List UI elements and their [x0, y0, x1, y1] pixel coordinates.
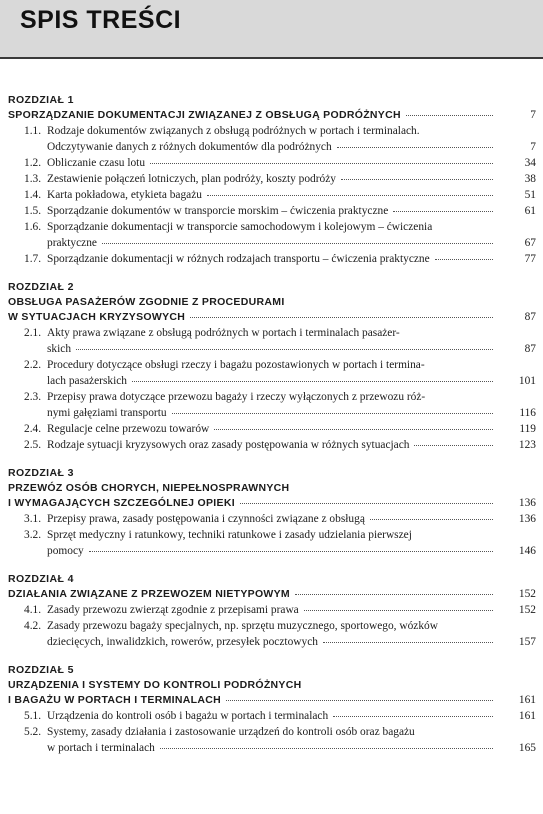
- entry-line: [47, 634, 496, 650]
- entry-line: [47, 203, 496, 219]
- page-number: 123: [518, 439, 536, 451]
- chapter-title-line: [8, 310, 496, 325]
- page-number: 119: [519, 423, 536, 435]
- dot-leader: [370, 519, 493, 520]
- entry-text: skich: [47, 343, 72, 355]
- toc-entry[interactable]: [8, 251, 536, 267]
- entry-text: Przepisy prawa, zasady postępowania i czynności związane z obsługą: [47, 513, 365, 525]
- page-number: 7: [530, 141, 536, 153]
- title-bar: [0, 0, 543, 59]
- chapter-title[interactable]: [8, 295, 536, 325]
- entry-number: 2.5.: [24, 439, 42, 451]
- entry-text: lach pasażerskich: [47, 375, 128, 387]
- entry-number: 1.6.: [24, 221, 42, 233]
- page-number: 77: [524, 253, 536, 265]
- entry-line: [47, 139, 496, 155]
- page-number: 161: [518, 694, 536, 706]
- dot-leader: [240, 503, 493, 504]
- page-number: 61: [524, 205, 536, 217]
- entry-number: 2.2.: [24, 359, 42, 371]
- chapter-title-text: SPORZĄDZANIE DOKUMENTACJI ZWIĄZANEJ Z OBSŁUGĄ PODRÓŻNYCH: [8, 109, 401, 121]
- entry-number: 1.4.: [24, 189, 42, 201]
- toc-entry[interactable]: [8, 357, 536, 389]
- entry-line: [47, 740, 496, 756]
- dot-leader: [214, 429, 493, 430]
- dot-leader: [89, 551, 493, 552]
- dot-leader: [160, 748, 493, 749]
- entry-text: dziecięcych, inwalidzkich, rowerów, przesyłek pocztowych: [47, 636, 318, 648]
- toc-entry[interactable]: [8, 123, 536, 155]
- entry-text: Zasady przewozu bagaży specjalnych, np. sprzętu muzycznego, sportowego, wózków: [47, 620, 438, 632]
- page-number: 152: [518, 588, 536, 600]
- toc-entry[interactable]: [8, 511, 536, 527]
- toc-entry[interactable]: [8, 708, 536, 724]
- toc-entry[interactable]: [8, 724, 536, 756]
- entry-number: 1.7.: [24, 253, 42, 265]
- entry-text: Systemy, zasady działania i zastosowanie urządzeń do kontroli osób oraz bagażu: [47, 726, 415, 738]
- chapter-section: [8, 573, 536, 650]
- dot-leader: [172, 413, 493, 414]
- toc-entry[interactable]: [8, 437, 536, 453]
- page-number: 87: [524, 343, 536, 355]
- entry-text: Sporządzanie dokumentów w transporcie morskim – ćwiczenia praktyczne: [47, 205, 389, 217]
- chapter-title-line: [8, 693, 496, 708]
- entry-number: 3.1.: [24, 513, 42, 525]
- entry-number: 1.1.: [24, 125, 42, 137]
- entry-text: Procedury dotyczące obsługi rzeczy i bagażu pozostawionych w portach i termina-: [47, 359, 425, 371]
- dot-leader: [207, 195, 493, 196]
- entry-line: [47, 421, 496, 437]
- dot-leader: [76, 349, 493, 350]
- entry-text: Rodzaje dokumentów związanych z obsługą podróżnych w portach i terminalach.: [47, 125, 420, 137]
- toc-entry[interactable]: [8, 602, 536, 618]
- chapter-title-line: [8, 108, 496, 123]
- entry-text: praktyczne: [47, 237, 97, 249]
- page-number: 67: [524, 237, 536, 249]
- entry-number: 1.3.: [24, 173, 42, 185]
- toc-entry[interactable]: [8, 171, 536, 187]
- chapter-label: ROZDZIAŁ 3: [8, 467, 74, 479]
- entry-text: Rodzaje sytuacji kryzysowych oraz zasady postępowania w różnych sytuacjach: [47, 439, 410, 451]
- entry-line: [47, 235, 496, 251]
- entry-text: Urządzenia do kontroli osób i bagażu w portach i terminalach: [47, 710, 329, 722]
- entry-line: [47, 171, 496, 187]
- entry-number: 4.1.: [24, 604, 42, 616]
- entry-number: 1.5.: [24, 205, 42, 217]
- entry-line: [47, 437, 496, 453]
- entry-number: 4.2.: [24, 620, 42, 632]
- toc-entry[interactable]: [8, 325, 536, 357]
- entry-text: Sporządzanie dokumentacji w transporcie samochodowym i kolejowym – ćwiczenia: [47, 221, 433, 233]
- chapter-title-text: W SYTUACJACH KRYZYSOWYCH: [8, 311, 186, 323]
- page-number: 161: [518, 710, 536, 722]
- entry-text: Akty prawa związane z obsługą podróżnych w portach i terminalach pasażer-: [47, 327, 400, 339]
- entry-line: [47, 341, 496, 357]
- toc-entry[interactable]: [8, 219, 536, 251]
- chapter-label: ROZDZIAŁ 1: [8, 94, 74, 106]
- entry-text: Przepisy prawa dotyczące przewozu bagaży i rzeczy wyłączonych z przewozu róż-: [47, 391, 426, 403]
- entry-text: Karta pokładowa, etykieta bagażu: [47, 189, 202, 201]
- dot-leader: [295, 594, 493, 595]
- dot-leader: [393, 211, 493, 212]
- entry-number: 5.2.: [24, 726, 42, 738]
- entry-number: 1.2.: [24, 157, 42, 169]
- entry-line: [47, 602, 496, 618]
- entry-line: [47, 187, 496, 203]
- toc-entry[interactable]: [8, 389, 536, 421]
- toc-entry[interactable]: [8, 421, 536, 437]
- chapter-label: ROZDZIAŁ 2: [8, 281, 74, 293]
- page-number: 116: [519, 407, 536, 419]
- page-number: 136: [518, 513, 536, 525]
- toc-entry[interactable]: [8, 155, 536, 171]
- toc-entry[interactable]: [8, 527, 536, 559]
- dot-leader: [190, 317, 493, 318]
- page-number: 87: [524, 311, 536, 323]
- entry-line: [47, 543, 496, 559]
- dot-leader: [333, 716, 493, 717]
- entry-text: w portach i terminalach: [47, 742, 155, 754]
- chapter-title[interactable]: [8, 108, 536, 123]
- entry-text: Sporządzanie dokumentacji w różnych rodzajach transportu – ćwiczenia praktyczne: [47, 253, 430, 265]
- entry-number: 5.1.: [24, 710, 42, 722]
- toc-entry[interactable]: [8, 203, 536, 219]
- chapter-title-text: OBSŁUGA PASAŻERÓW ZGODNIE Z PROCEDURAMI: [8, 296, 285, 308]
- toc-entry[interactable]: [8, 618, 536, 650]
- dot-leader: [304, 610, 493, 611]
- entry-text: Zasady przewozu zwierząt zgodnie z przepisami prawa: [47, 604, 299, 616]
- chapter-title[interactable]: [8, 587, 536, 602]
- dot-leader: [102, 243, 493, 244]
- entry-number: 2.4.: [24, 423, 42, 435]
- dot-leader: [341, 179, 493, 180]
- chapter-title-line: [8, 496, 496, 511]
- page-number: 165: [518, 742, 536, 754]
- dot-leader: [337, 147, 493, 148]
- entry-line: [47, 155, 496, 171]
- dot-leader: [323, 642, 493, 643]
- dot-leader: [406, 115, 493, 116]
- page-number: 51: [524, 189, 536, 201]
- dot-leader: [435, 259, 493, 260]
- chapter-title-text: URZĄDZENIA I SYSTEMY DO KONTROLI PODRÓŻNYCH: [8, 679, 302, 691]
- page-number: 157: [518, 636, 536, 648]
- dot-leader: [226, 700, 493, 701]
- entry-line: [47, 405, 496, 421]
- page-number: 34: [524, 157, 536, 169]
- chapter-title[interactable]: [8, 481, 536, 511]
- chapter-section: [8, 94, 536, 267]
- entry-text: Zestawienie połączeń lotniczych, plan podróży, koszty podróży: [47, 173, 336, 185]
- dot-leader: [414, 445, 493, 446]
- chapter-title-text: PRZEWÓZ OSÓB CHORYCH, NIEPEŁNOSPRAWNYCH: [8, 482, 290, 494]
- page-number: 152: [518, 604, 536, 616]
- chapter-title-text: I BAGAŻU W PORTACH I TERMINALACH: [8, 694, 221, 706]
- entry-number: 2.1.: [24, 327, 42, 339]
- chapter-title[interactable]: [8, 678, 536, 708]
- entry-line: [47, 511, 496, 527]
- toc-entry[interactable]: [8, 187, 536, 203]
- page-title: SPIS TREŚCI: [20, 6, 182, 34]
- chapter-label: ROZDZIAŁ 4: [8, 573, 74, 585]
- entry-line: [47, 708, 496, 724]
- chapter-title-text: DZIAŁANIA ZWIĄZANE Z PRZEWOZEM NIETYPOWYM: [8, 588, 290, 600]
- entry-text: Obliczanie czasu lotu: [47, 157, 146, 169]
- chapter-section: [8, 467, 536, 559]
- entry-number: 3.2.: [24, 529, 42, 541]
- dot-leader: [132, 381, 493, 382]
- chapter-section: [8, 664, 536, 756]
- page-number: 101: [518, 375, 536, 387]
- page-number: 38: [524, 173, 536, 185]
- page-number: 136: [518, 497, 536, 509]
- page-number: 7: [530, 109, 536, 121]
- entry-text: Odczytywanie danych z różnych dokumentów dla podróżnych: [47, 141, 332, 153]
- page-number: 146: [518, 545, 536, 557]
- entry-text: Sprzęt medyczny i ratunkowy, techniki ratunkowe i zasady udzielania pierwszej: [47, 529, 412, 541]
- table-of-contents: [8, 94, 536, 770]
- chapter-title-line: [8, 587, 496, 602]
- entry-text: nymi gałęziami transportu: [47, 407, 167, 419]
- dot-leader: [150, 163, 493, 164]
- entry-line: [47, 251, 496, 267]
- entry-text: pomocy: [47, 545, 84, 557]
- chapter-title-text: I WYMAGAJĄCYCH SZCZEGÓLNEJ OPIEKI: [8, 497, 235, 509]
- chapter-label: ROZDZIAŁ 5: [8, 664, 74, 676]
- entry-line: [47, 373, 496, 389]
- entry-text: Regulacje celne przewozu towarów: [47, 423, 210, 435]
- entry-number: 2.3.: [24, 391, 42, 403]
- chapter-section: [8, 281, 536, 453]
